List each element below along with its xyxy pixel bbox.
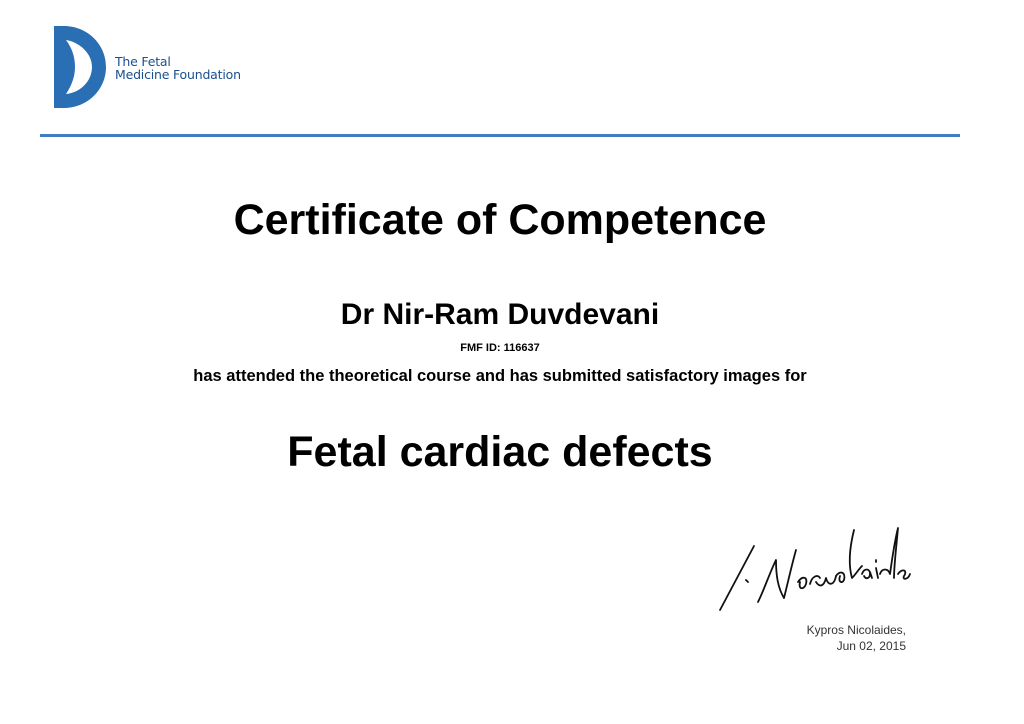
signatory-name: Kypros Nicolaides,	[806, 623, 906, 637]
organization-name	[115, 55, 241, 82]
signature-image	[712, 520, 912, 616]
header-divider	[40, 134, 960, 137]
logo-shape	[54, 26, 106, 108]
organization-name-line1: The Fetal	[115, 53, 171, 69]
certificate-statement: has attended the theoretical course and has submitted satisfactory images for	[193, 367, 807, 385]
fmf-id: FMF ID: 116637	[460, 342, 540, 354]
signature-date: Jun 02, 2015	[836, 639, 906, 653]
fmf-logo-icon	[54, 26, 106, 108]
organization-name-line2: Medicine Foundation	[115, 67, 241, 82]
certificate-title: Certificate of Competence	[233, 196, 767, 244]
signatory-block	[700, 622, 906, 654]
organization-logo	[54, 26, 241, 108]
recipient-name: Dr Nir-Ram Duvdevani	[340, 298, 660, 331]
course-name: Fetal cardiac defects	[287, 428, 713, 476]
